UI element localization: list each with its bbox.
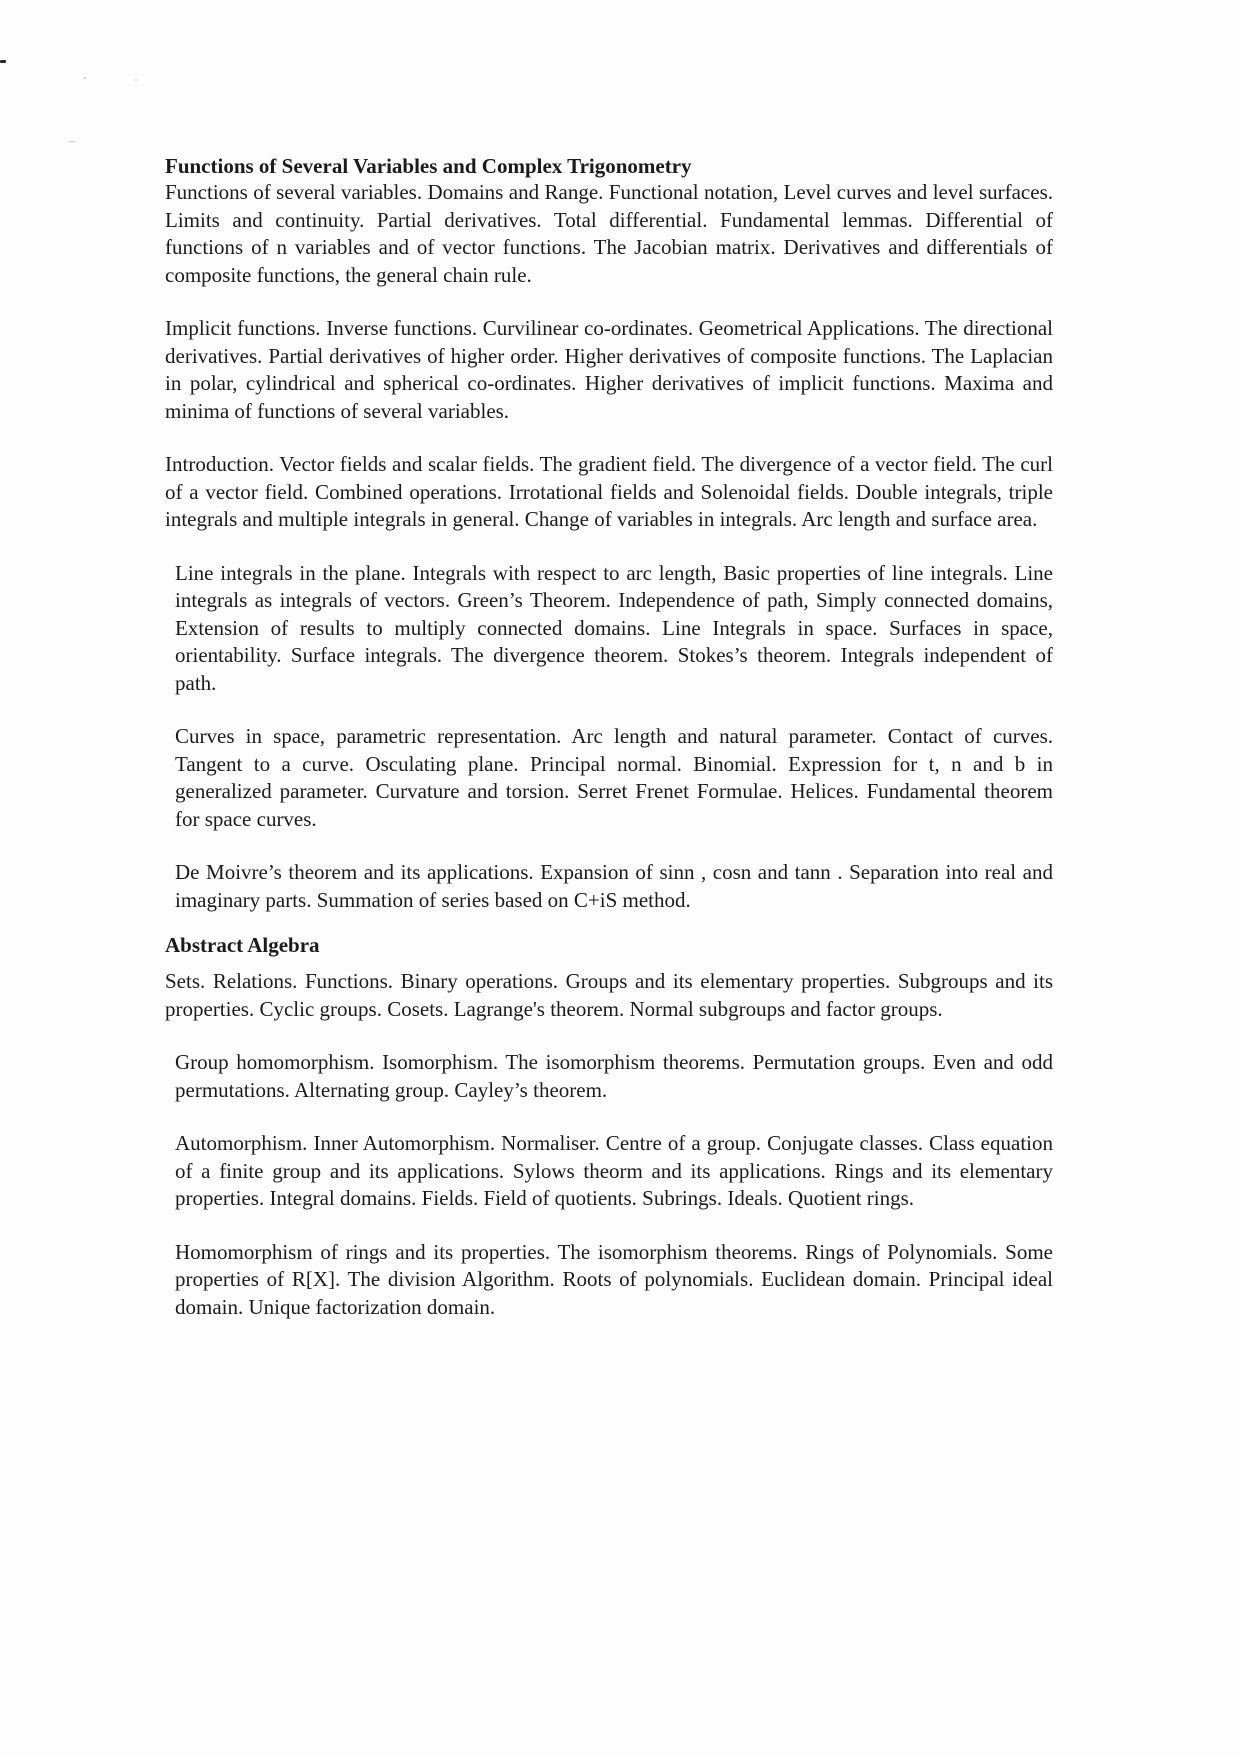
scan-dust: [135, 79, 137, 81]
scan-dust: [84, 77, 86, 79]
paragraph-sets-groups: Sets. Relations. Functions. Binary operations. Groups and its elementary properties. Subgroups and its properties. Cyclic groups. Cosets. Lagrange's theorem. Normal subgroups and factor groups.: [165, 969, 1053, 1021]
section-heading-abstract-algebra: Abstract Algebra: [165, 933, 320, 957]
paragraph-implicit-functions: Implicit functions. Inverse functions. Curvilinear co-ordinates. Geometrical Applications. The directional derivatives. Partial derivatives of higher order. Higher derivatives of composite functions. The Laplacian in polar, cylindrical and spherical co-ordinates. Higher derivatives of implicit functions. Maxima and minima of functions of several variables.: [165, 316, 1053, 423]
paragraph-vector-fields: Introduction. Vector fields and scalar fields. The gradient field. The divergence of a vector field. The curl of a vector field. Combined operations. Irrotational fields and Solenoidal fields. Double integrals, triple integrals and multiple integrals in general. Change of variables in integrals. Arc length and surface area.: [165, 452, 1053, 531]
paragraph-line-integrals: Line integrals in the plane. Integrals with respect to arc length, Basic properties of line integrals. Line integrals as integrals of vectors. Green’s Theorem. Independence of path, Simply connected domains, Extension of results to multiply connected domains. Line Integrals in space. Surfaces in space, orientability. Surface integrals. The divergence theorem. Stokes’s theorem. Integrals independent of path.: [175, 560, 1053, 695]
paragraph-group-homomorphism: Group homomorphism. Isomorphism. The isomorphism theorems. Permutation groups. Even and odd permutations. Alternating group. Cayley’s theorem.: [175, 1050, 1053, 1102]
paragraph-automorphism: Automorphism. Inner Automorphism. Normaliser. Centre of a group. Conjugate classes. Class equation of a finite group and its applications. Sylows theorm and its applications. Rings and its elementary properties. Integral domains. Fields. Field of quotients. Subrings. Ideals. Quotient rings.: [175, 1131, 1053, 1210]
section-heading-several-variables: Functions of Several Variables and Complex Trigonometry: [165, 154, 692, 178]
paragraph-functions-several-variables: Functions of several variables. Domains and Range. Functional notation, Level curves and level surfaces. Limits and continuity. Partial derivatives. Total differential. Fundamental lemmas. Differential of functions of n variables and of vector functions. The Jacobian matrix. Derivatives and differentials of composite functions, the general chain rule.: [165, 180, 1053, 287]
scan-mark: [0, 60, 6, 63]
paragraph-de-moivre: De Moivre’s theorem and its applications. Expansion of sinn , cosn and tann . Separation into real and imaginary parts. Summation of series based on C+iS method.: [175, 860, 1053, 912]
document-body: [165, 153, 1053, 1321]
paragraph-ring-homomorphism: Homomorphism of rings and its properties. The isomorphism theorems. Rings of Polynomials. Some properties of R[X]. The division Algorithm. Roots of polynomials. Euclidean domain. Principal ideal domain. Unique factorization domain.: [175, 1239, 1053, 1319]
scan-dust: [68, 141, 76, 142]
paragraph-curves-in-space: Curves in space, parametric representation. Arc length and natural parameter. Contact of curves. Tangent to a curve. Osculating plane. Principal normal. Binomial. Expression for t, n and b in generalized parameter. Curvature and torsion. Serret Frenet Formulae. Helices. Fundamental theorem for space curves.: [175, 724, 1053, 831]
